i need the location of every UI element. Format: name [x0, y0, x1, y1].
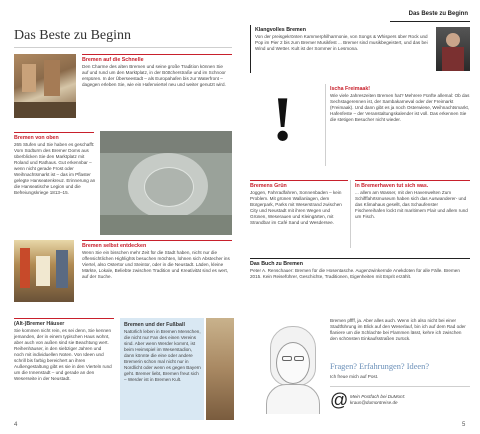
- buch-rule: [250, 258, 470, 259]
- viertel-photo: [14, 240, 74, 302]
- buch-text: Peter A. Renschauer: Bremen für die Hosentasche. Augenzwinkernde Anekdoten für alle Fälle. Bremen 2015. Kein Reiseführer, Geschichte, Traditionen, Eigenheiten mit Esprit erzählt.: [250, 268, 460, 279]
- mail-rule: [330, 386, 470, 387]
- klang-heading: Klangvolles Bremen: [255, 27, 306, 33]
- fussball-text: Natürlich leben in Bremen Menschen, die nicht nur Fan des einen Vereins sind. Aber wenn Werder kommt, ist beim Heimspiel im Weserstadion, dann könnte die eine oder andere Bremerin schon mal nicht nur in Nordlicht oder wenn es gegen Bayern geht. Bremer liebt, Bremen freut sich – Werder ist in Bremen Kult.: [124, 329, 201, 382]
- music-photo: [436, 27, 470, 71]
- author-portrait: [258, 318, 326, 414]
- oben-text: 265 Stufen und Sie haben es geschafft: Vom Südturm des Bremer Doms aus überblicken Sie den Marktplatz mit Roland und Rathaus. Gut erkennbar – wenn nicht gerade Frost oder Weihnachtsmarkt ist – das im Pflaster gelegte Hanseatenkreuz. Erinnerung an die Hanseatische Legion und die Befreiungskriege 1813–15.: [14, 142, 96, 195]
- marktplatz-photo: [100, 131, 232, 235]
- haeuser-rule: [14, 318, 114, 319]
- title-rule: [14, 47, 232, 48]
- entdecken-heading: Bremen selbst entdecken: [82, 243, 147, 249]
- entdecken-text: Wenn Sie ein bisschen mehr Zeit für die Stadt haben, nicht nur die offensichtlichen Highlights besuchen möchten, lohnen sich Abstecher ins Viertel, also Ostertor und Steintor, oder in die Neustadt. Läden, kleine Märkte, Lokale, Beliebte zwischen Tradition und Kreativität sind es wert, auf der Suche.: [82, 250, 230, 279]
- entdecken-rule: [82, 240, 232, 241]
- author-text: Bremen pffff, ja. Aber alles auch. Wenn ich also nicht bei einer Stadtführung im Blick auf den Weserlauf, bin ich auf dem Rad oder flaniere um die Schlachte bei Flammen lässt, kehre ich zwischen den schönsten Einkaufsstraßen zurück.: [330, 318, 466, 341]
- column-divider: [350, 180, 351, 248]
- mail-label: Mein Postfach bei DuMont:: [350, 394, 406, 399]
- question-line: Fragen? Erfahrungen? Ideen?: [330, 362, 430, 371]
- freimarkt-text: Wie viele Jahreszeiten Bremen hat? Mehrere Fünfte allemal: Ob das Sechstagerennen ist, der Sambakarneval oder der Freimarkt (Freimaak). Und dann gibt es ja noch Osterwiese, Weihnachtsmarkt, Hafenfeste – der Veranstaltungskalender ist voll. Das erkennen Sie die stetigen Besucher nicht wieder.: [330, 93, 470, 122]
- at-icon: @: [330, 390, 349, 410]
- schnoor-text: Den Charme des alten Bremen und seine große Tradition können Sie auf und rund um den Marktplatz, in der Böttcherstraße und im Schnoor erspüren. In der Überseestadt – als Europahafen bis zur Waterfront – dagegen erleben Sie, wie ein Hafenviertel neu und weiter genutzt wird.: [82, 64, 226, 87]
- mail-address[interactable]: kraus@dumontreise.de: [350, 400, 398, 405]
- page-title: Das Beste zu Beginn: [14, 28, 132, 43]
- running-head: Das Beste zu Beginn: [408, 11, 468, 17]
- klang-text: Von der preisgekrönten Kammerphilharmonie, von Songs & Whispers über Rock und Pop im Pier 2 bis zum Bremer Musikfest ... Bremer sind musikbegeistert, und das bei Wind und Wetter. Kult ist der Sommer in Lesmona.: [255, 34, 428, 51]
- schnoor-heading: Bremen auf die Schnelle: [82, 57, 144, 63]
- reply-line: Ich freue mich auf Post.: [330, 374, 379, 379]
- freimarkt-divider: [325, 84, 326, 166]
- weser-rule: [355, 180, 470, 181]
- page-number-right: 5: [462, 422, 466, 428]
- gruen-rule: [250, 180, 348, 181]
- gruen-heading: Bremens Grün: [250, 183, 287, 189]
- altbremer-photo: [206, 318, 234, 420]
- haeuser-text: Sie kommen nicht rein, es sei denn, Sie kennen jemanden, der in einem typischen Haus wohnt, aber auch von außen sind sie Beachtung wert. Reihenhäuser, in den siebziger Jahren und noch mit individuellen Noten. Von Ideen und schrill bis farbig bereichert an ihren Außengestaltung gibt es sie in den Vierteln rund um die Innenstadt – und gerade an den Weserseite in der Neustadt.: [14, 328, 112, 381]
- exclamation-mark: !: [272, 83, 294, 154]
- page-number-left: 4: [14, 422, 18, 428]
- gruen-text: Joggen, Fahrradfahren, Sonnenbaden – kein Problem. Mit grünen Wallanlagen, dem Bürgerpark, Parks mit Weserstrand zwischen City und Neustadt mit ihren Wegen und Grünen, Weserauen und Kleingärten, mit Strandbar im Café Sand und Wesdersee.: [250, 190, 342, 225]
- schnoor-rule: [82, 54, 232, 55]
- oben-heading: Bremen von oben: [14, 135, 59, 141]
- weser-heading: In Bremerhaven tut sich was.: [355, 183, 429, 189]
- buch-heading: Das Buch zu Bremen: [250, 261, 303, 267]
- freimarkt-heading: Ischa Freimaak!: [330, 86, 371, 92]
- haeuser-heading: (Alt-)Bremer Häuser: [14, 321, 65, 327]
- klang-left-rule: [250, 25, 251, 73]
- oben-rule: [14, 132, 94, 133]
- running-head-rule: [390, 21, 470, 22]
- fussball-heading: Bremen und der Fußball: [124, 322, 185, 328]
- schnoor-photo: [14, 54, 76, 118]
- weser-text: ... allem am Wasser, mit den Havenwelten Zum Schifffahrtsmuseum haben sich das Auswanderer- und das Klimahaus gesellt, das Schaufenster Fischereihafen lockt mit maritimem Flair und allem rund um Fisch.: [355, 190, 468, 219]
